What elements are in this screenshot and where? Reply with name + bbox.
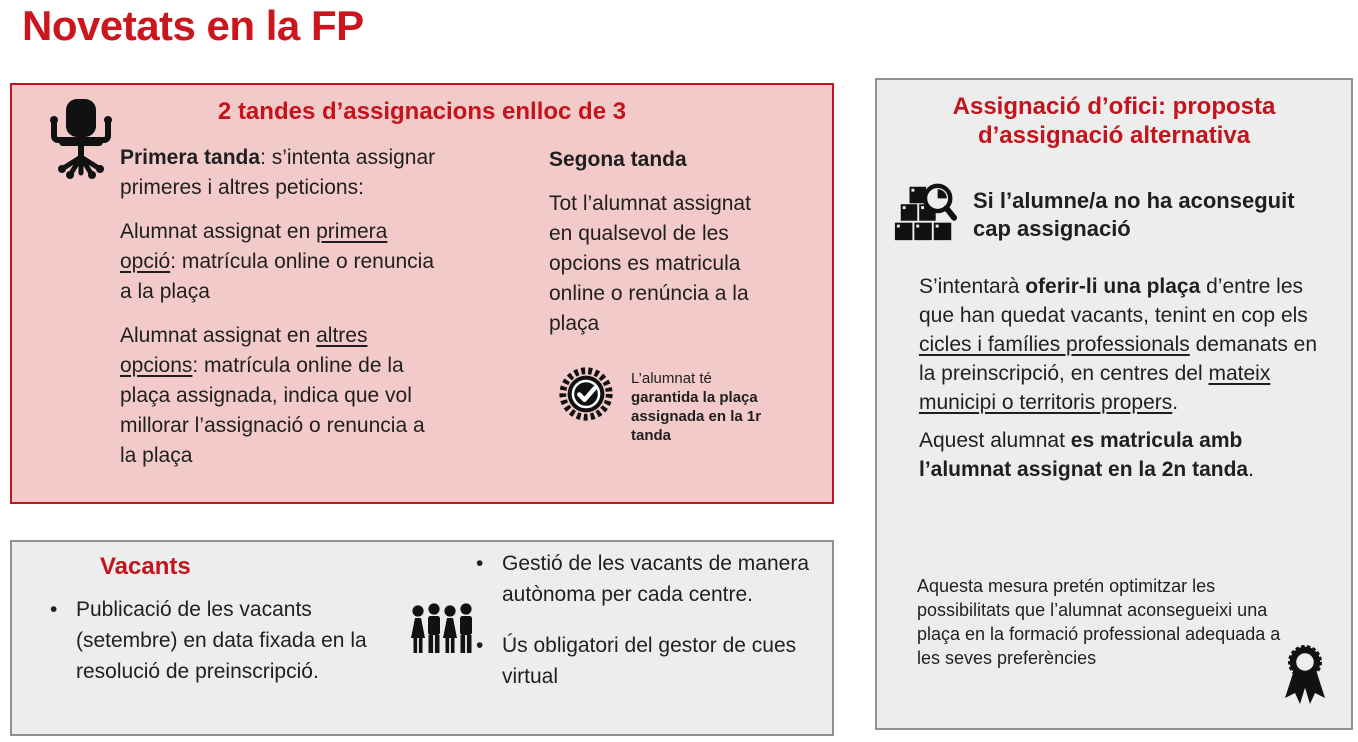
second-round-body: Tot l’alumnat assignat en qualsevol de les opcions es matricula online o renúncia a la plaça: [549, 192, 751, 335]
ofici-box: [875, 78, 1353, 730]
vacants-left-column: [50, 594, 410, 707]
list-item: • Gestió de les vacants de manera autònoma per cada centre.: [476, 548, 828, 610]
vacants-heading: Vacants: [100, 553, 191, 580]
vacants-box: [10, 540, 834, 736]
guarantee-note: L’alumnat té garantida la plaça assignada en la 1r tanda: [631, 370, 762, 444]
bullet-icon: •: [50, 598, 58, 621]
list-item: • Ús obligatori del gestor de cues virtual: [476, 630, 828, 692]
bullet-icon: •: [476, 552, 484, 575]
first-round-lead: Primera tanda: s’intenta assignar primeres i altres peticions:: [120, 146, 436, 199]
list-item: • Publicació de les vacants (setembre) en data fixada en la resolució de preinscripció.: [50, 594, 410, 687]
medal-icon: [1279, 644, 1331, 711]
people-group-icon: [410, 600, 474, 665]
second-round-column: [549, 145, 775, 445]
assignments-box: [10, 83, 834, 504]
second-round-heading: Segona tanda: [549, 148, 687, 171]
ofici-heading: Assignació d’ofici: proposta d’assignació alternativa: [952, 93, 1276, 149]
ofici-subheading-row: [893, 180, 1309, 249]
first-option-paragraph: Alumnat assignat en primera opció: matrícula online o renuncia a la plaça: [120, 220, 435, 303]
boxes-magnifier-icon: [893, 180, 959, 249]
ofici-subheading: Si l’alumne/a no ha aconseguit cap assignació: [973, 187, 1295, 241]
ofici-paragraph-1: S’intentarà oferir-li una plaça d’entre les que han quedat vacants, tenint en cop els cicles i famílies professionals demanats en la preinscripció, en centres del mateix municipi o territoris propers.: [919, 275, 1318, 414]
bullet-icon: •: [476, 634, 484, 657]
vacants-right-column: [476, 548, 828, 712]
guarantee-note-row: [557, 365, 775, 445]
certified-check-badge-icon: [557, 365, 615, 432]
ofici-footer: Aquesta mesura pretén optimitzar les possibilitats que l’alumnat aconsegueixi una plaça en la formació professional adequada a les seves preferències: [917, 576, 1281, 668]
first-round-column: [120, 143, 446, 485]
other-options-paragraph: Alumnat assignat en altres opcions: matrícula online de la plaça assignada, indica que vol millorar l’assignació o renuncia a la plaça: [120, 324, 425, 467]
ofici-paragraph-2: Aquest alumnat es matricula amb l’alumnat assignat en la 2n tanda.: [919, 429, 1254, 481]
ofici-body: [919, 272, 1337, 493]
assignments-heading: 2 tandes d’assignacions enlloc de 3: [217, 98, 627, 125]
page-title: Novetats en la FP: [22, 2, 364, 49]
